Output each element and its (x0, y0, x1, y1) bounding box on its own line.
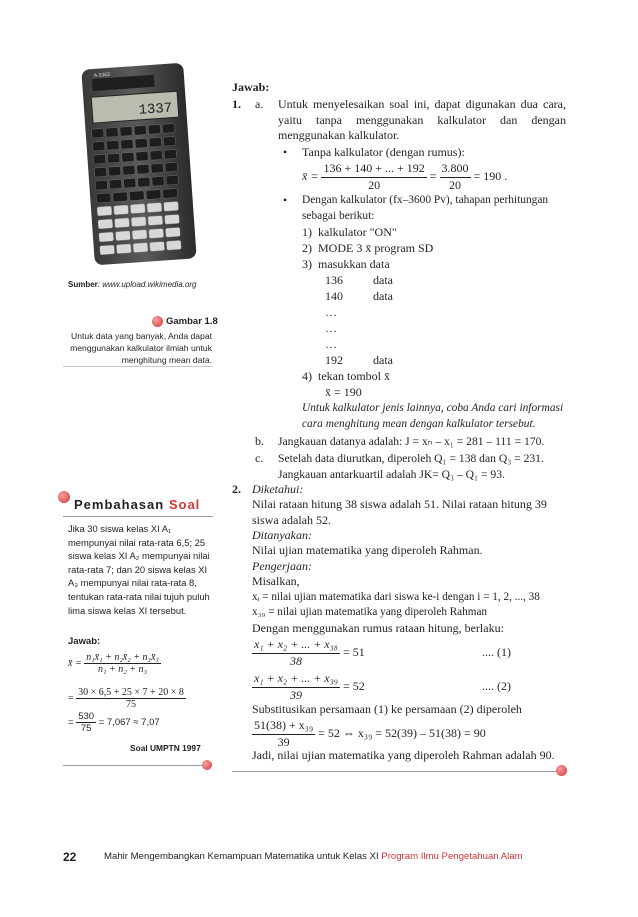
calc-key (151, 163, 164, 173)
footer-title: Mahir Mengembangkan Kemampuan Matematika untuk Kelas XI Program Ilmu Pengetahuan Alam (104, 851, 523, 862)
data-row: 140 data (325, 289, 393, 303)
item-letter: a. (255, 97, 264, 111)
diketahui-label: Diketahui: (252, 482, 304, 496)
calc-key (95, 180, 108, 190)
calc-key (123, 165, 136, 175)
calc-display: 1337 (138, 100, 173, 119)
item-number: 1. (232, 97, 241, 111)
data-row: 136 data (325, 273, 393, 287)
calc-key (93, 154, 106, 164)
calc-key (121, 139, 134, 149)
divider (63, 366, 213, 367)
equation-1: $\frac{\text{x₁ + x₂ + ... + x₃₈}}{38}$ = 51 (254, 637, 365, 668)
answer-c-text2: Jangkauan antarkuartil adalah JK= Q₃ – Q₁ = 93. (278, 468, 505, 481)
data-row: … (325, 321, 337, 335)
calc-key (148, 124, 161, 134)
calc-key (109, 179, 122, 189)
divider (232, 771, 566, 772)
page-number: 22 (63, 850, 77, 864)
calc-key (116, 244, 131, 254)
calc-key (165, 227, 180, 237)
calc-key (152, 176, 165, 186)
calc-key (163, 136, 176, 146)
calc-key (165, 162, 178, 172)
step-4: 4) tekan tombol x̄ (302, 369, 390, 383)
calc-key (129, 191, 144, 201)
calc-key (147, 203, 162, 213)
calc-key (135, 138, 148, 148)
calc-key (97, 206, 112, 216)
substitusi-text: Substitusikan persamaan (1) ke persamaan (2) diperoleh (252, 702, 522, 716)
bullet-dot-icon (152, 316, 163, 327)
calc-model-label: A-3363 (93, 71, 111, 79)
bullet-icon: • (283, 193, 288, 207)
calc-key (108, 166, 121, 176)
final-answer: Jadi, nilai ujian matematika yang diperoleh Rahman adalah 90. (252, 748, 555, 762)
equation-1-tag: .... (1) (482, 645, 511, 659)
calc-key (150, 241, 165, 251)
data-row: … (325, 305, 337, 319)
calc-key (150, 150, 163, 160)
item-number: 2. (232, 482, 241, 496)
calc-key (148, 216, 163, 226)
divider (63, 765, 208, 766)
calculator-note: Untuk kalkulator jenis lainnya, coba Anda cari informasi cara menghitung mean dengan kalkulator tersebut. (302, 402, 564, 430)
calc-key (91, 128, 104, 138)
calc-key (96, 193, 111, 203)
calc-key (113, 192, 128, 202)
x39-definition: x₃₉ = nilai ujian matematika yang diperoleh Rahman (252, 606, 487, 618)
ditanyakan-label: Ditanyakan: (252, 528, 312, 542)
bullet-dot-icon (556, 765, 567, 776)
pembahasan-question: Jika 30 siswa kelas XI A₁ mempunyai nilai rata-rata 6,5; 25 siswa kelas XI A₂ mempunyai nilai rata-rata 7; dan 20 siswa kelas XI A₃ mempunyai nilai rata-rata 8, tentukan rata-rata nilai tujuh puluh lima siswa kelas XI tersebut. (68, 523, 210, 616)
misalkan-text: Misalkan, (252, 574, 300, 588)
figure-caption: Untuk data yang banyak, Anda dapat menggunakan kalkulator ilmiah untuk menghitung mean data. (70, 331, 212, 365)
bullet-dot-icon (202, 760, 212, 770)
calc-key (99, 232, 114, 242)
calc-key (115, 231, 130, 241)
figure-title: Gambar 1.8 (166, 316, 218, 327)
answer-b-text: Jangkauan datanya adalah: J = xₙ – x₁ = 281 – 111 = 170. (278, 435, 545, 448)
calc-key (123, 178, 136, 188)
equation-3: $\frac{\text{51(38) + x₃₉}}{39}$ = 52 ⇔ x₃₉ = 52(39) – 51(38) = 90 (254, 718, 486, 749)
calc-key (100, 245, 115, 255)
calc-key (164, 149, 177, 159)
pembahasan-step2: = $\frac{30 \times 6,5 + 25 \times 7 + 20 \times 8}{75}$ (68, 687, 184, 710)
pembahasan-heading: Pembahasan Soal (74, 497, 201, 512)
ditanyakan-text: Nilai ujian matematika yang diperoleh Rahman. (252, 543, 483, 557)
calc-key (92, 141, 105, 151)
item-letter: c. (255, 451, 264, 465)
answer-c-text: Setelah data diurutkan, diperoleh Q₁ = 138 dan Q₃ = 231. (278, 452, 544, 465)
step-2: 2) MODE 3 x̄ program SD (302, 241, 434, 255)
pembahasan-formula: x̄ = $\frac{\text{n₁x̄₁ + n₂x̄₂ + n₃x̄₃}}{\text{n₁ + n₂ + n₃}}$ (68, 652, 159, 675)
jawab-label: Jawab: (232, 80, 270, 94)
calc-key (130, 204, 145, 214)
step-4-result: x̄ = 190 (325, 385, 362, 399)
calc-key (106, 127, 119, 137)
calc-key (137, 164, 150, 174)
step-3: 3) masukkan data (302, 257, 390, 271)
calc-key (166, 240, 181, 250)
diketahui-text: Nilai rataan hitung 38 siswa adalah 51. Nilai rataan hitung 39 siswa adalah 52. (252, 497, 547, 527)
pengerjaan-label: Pengerjaan: (252, 559, 312, 573)
item-letter: b. (255, 434, 264, 448)
calc-key (114, 218, 129, 228)
calc-key (164, 214, 179, 224)
rumus-text: Dengan menggunakan rumus rataan hitung, berlaku: (252, 621, 504, 635)
calc-key (94, 167, 107, 177)
step-1: 1) kalkulator "ON" (302, 225, 397, 239)
pembahasan-jawab-label: Jawab: (68, 636, 101, 647)
calc-key (149, 137, 162, 147)
calculator-image (80, 62, 198, 267)
calc-key (120, 126, 133, 136)
answer-a-text: Untuk menyelesaikan soal ini, dapat digunakan dua cara, yaitu tanpa menggunakan kalkulator dan dengan menggunakan kalkulator. (278, 97, 566, 142)
calc-key (163, 188, 178, 198)
calc-key (132, 230, 147, 240)
calc-key (114, 205, 129, 215)
calc-key (107, 140, 120, 150)
pembahasan-source: Soal UMPTN 1997 (130, 743, 201, 753)
equation-2: $\frac{\text{x₁ + x₂ + ... + x₃₉}}{39}$ = 52 (254, 671, 365, 702)
calc-key (162, 123, 175, 133)
calc-key (138, 177, 151, 187)
calc-key (131, 217, 146, 227)
calc-key (107, 153, 120, 163)
calc-key (98, 219, 113, 229)
data-row: 192 data (325, 353, 393, 367)
calc-key (133, 243, 148, 253)
bullet2-text: Dengan kalkulator (fx–3600 Pv), tahapan perhitungan sebagai berikut: (302, 194, 549, 222)
formula-mean: x̄ = $\frac{136 + 140 + ... + 192}{20}$ = $\frac{3.800}{20}$ = 190 . (302, 161, 508, 192)
calc-key (136, 151, 149, 161)
bullet1-text: Tanpa kalkulator (dengan rumus): (302, 145, 465, 159)
data-row: … (325, 337, 337, 351)
bullet-dot-icon (58, 491, 70, 503)
pembahasan-step3: = $\frac{530}{75}$ = 7,067 ≈ 7,07 (68, 711, 160, 734)
figure-source: Sumber: www.upload.wikimedia.org (68, 280, 197, 289)
bullet-icon: • (283, 145, 288, 159)
calc-key (134, 125, 147, 135)
calc-key (166, 175, 179, 185)
calc-key (149, 228, 164, 238)
calc-key (164, 201, 179, 211)
xi-definition: xᵢ = nilai ujian matematika dari siswa ke-i dengan i = 1, 2, ..., 38 (252, 591, 540, 603)
equation-2-tag: .... (2) (482, 679, 511, 693)
calc-key (146, 190, 161, 200)
divider (63, 516, 213, 517)
calc-key (122, 152, 135, 162)
